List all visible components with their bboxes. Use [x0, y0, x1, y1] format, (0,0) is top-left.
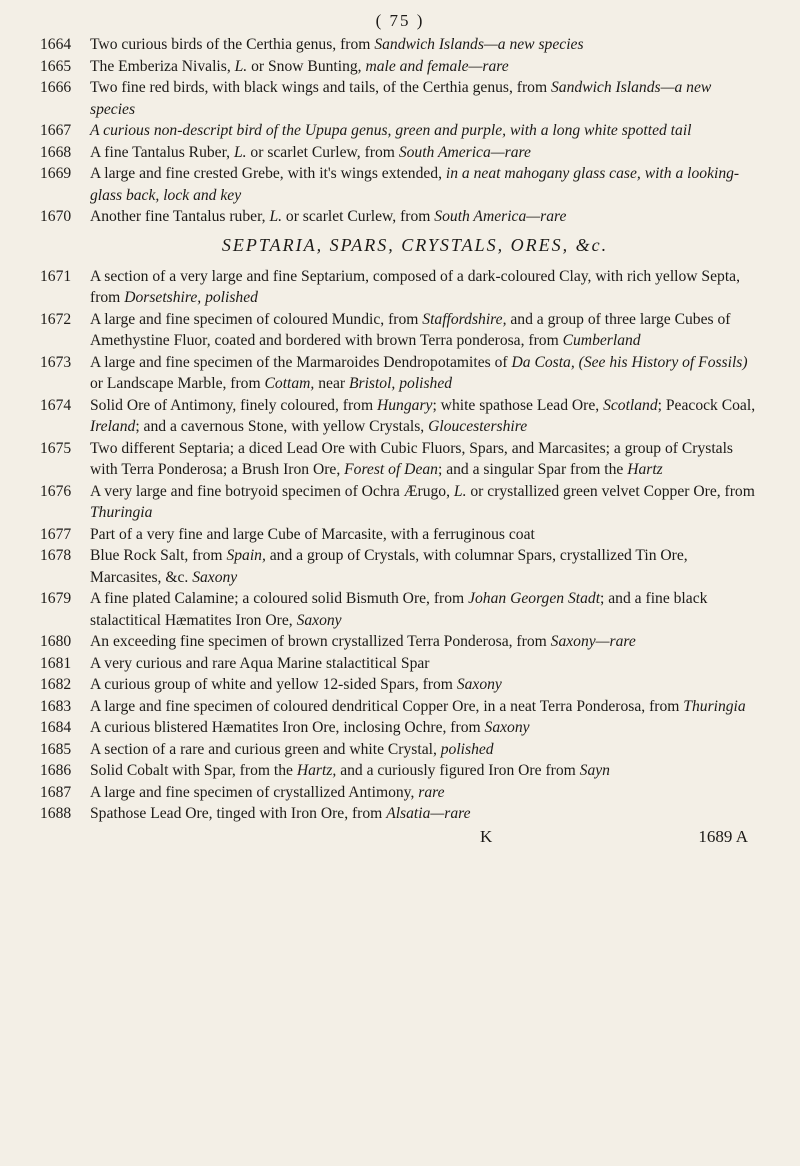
- entry-italic-text: Thuringia: [683, 697, 746, 715]
- entry-text: A very large and fine botryoid specimen of Ochra Ærugo,: [90, 482, 454, 500]
- entry-description: [90, 352, 760, 395]
- entry-number: 1664: [40, 36, 72, 53]
- entry-italic-text: South America—rare: [398, 143, 531, 161]
- entry-text: A large and fine crested Grebe, with it's wings extended,: [90, 165, 446, 182]
- entry-italic-text: Cottam,: [264, 375, 315, 392]
- entry-description: [90, 77, 760, 120]
- entry-italic-text: Saxony: [296, 611, 342, 629]
- catalogue-entry: [40, 760, 760, 782]
- entry-italic-text: in a neat mahogany glass case, with a looking-glass back, lock and key: [90, 165, 740, 204]
- entry-text: Solid Cobalt with Spar, from the: [90, 762, 297, 779]
- entry-number: 1683: [40, 697, 72, 715]
- entry-text: or scarlet Curlew, from: [282, 208, 435, 225]
- entry-text: A section of a rare and curious green and white Crystal,: [90, 740, 441, 758]
- entry-number: 1677: [40, 525, 72, 543]
- entry-text: Solid Ore of Antimony, finely coloured, from: [90, 396, 377, 414]
- catalogue-entry: [40, 77, 760, 120]
- entry-text: and a group of Crystals, with columnar Spars, crystallized Tin Ore, Marcasites, &c.: [90, 547, 688, 586]
- entry-text: or scarlet Curlew, from: [246, 143, 399, 161]
- entry-italic-text: Sandwich Islands—a new species: [90, 79, 712, 118]
- entry-italic-text: Saxony: [456, 676, 502, 693]
- entry-text: A fine Tantalus Ruber,: [90, 143, 234, 161]
- entry-italic-text: Saxony—rare: [550, 633, 636, 650]
- entry-text: A large and fine specimen of coloured Mundic, from: [90, 310, 423, 328]
- entry-number: 1674: [40, 396, 72, 414]
- entry-text: ; white spathose Lead Ore,: [432, 396, 604, 414]
- entry-italic-text: Cumberland: [562, 332, 641, 349]
- catalogue-entry: [40, 34, 760, 56]
- catalogue-entry: [40, 696, 760, 718]
- entry-description: [90, 717, 760, 739]
- entry-number: 1688: [40, 805, 72, 822]
- entry-number: 1680: [40, 633, 72, 650]
- entry-text: Spathose Lead Ore, tinged with Iron Ore, from: [90, 805, 387, 822]
- catalogue-entry: [40, 309, 760, 352]
- entry-text: A very curious and rare Aqua Marine stalactitical Spar: [90, 654, 430, 672]
- catalogue-entry: [40, 653, 760, 675]
- entry-italic-text: Saxony: [192, 568, 238, 586]
- catalogue-entry: [40, 524, 760, 546]
- entry-description: [90, 56, 760, 78]
- entry-text: A section of a very large and fine Septarium, composed of a dark-coloured Clay, with rich yellow Septa, from: [90, 267, 740, 306]
- entry-italic-text: Dorsetshire, polished: [124, 289, 258, 306]
- catalogue-entry: [40, 782, 760, 804]
- entry-italic-text: Ireland: [90, 418, 136, 435]
- entry-italic-text: L.: [269, 208, 283, 225]
- entry-text: Two different Septaria; a diced Lead Ore with Cubic Fluors, Spars, and Marcasites; a group of Crystals with Terra Ponderosa; a Brush Iron Ore,: [90, 439, 733, 478]
- entry-italic-text: Sandwich Islands—a new species: [374, 36, 584, 53]
- entries-after-list: [40, 266, 760, 825]
- entry-number: 1676: [40, 482, 72, 500]
- entry-description: [90, 395, 760, 438]
- catalogue-entry: [40, 803, 760, 825]
- entry-text: or Landscape Marble, from: [90, 375, 265, 392]
- entry-italic-text: South America—rare: [434, 208, 567, 225]
- entry-italic-text: Staffordshire,: [422, 310, 507, 328]
- entries-before-list: [40, 34, 760, 228]
- entry-number: 1682: [40, 676, 72, 693]
- entry-description: [90, 266, 760, 309]
- entry-italic-text: Spain,: [226, 547, 266, 564]
- entry-text: Blue Rock Salt, from: [90, 547, 227, 564]
- entry-text: The Emberiza Nivalis,: [90, 57, 235, 75]
- entry-description: [90, 739, 760, 761]
- catalogue-entry: [40, 142, 760, 164]
- entry-italic-text: Thuringia: [90, 504, 153, 521]
- entry-italic-text: L.: [453, 482, 467, 500]
- entry-number: 1686: [40, 762, 72, 779]
- entry-number: 1673: [40, 353, 72, 371]
- entry-number: 1679: [40, 590, 72, 607]
- entry-number: 1685: [40, 740, 72, 758]
- entry-description: [90, 674, 760, 696]
- entry-number: 1665: [40, 57, 72, 75]
- entry-description: [90, 760, 760, 782]
- entry-text: ; and a cavernous Stone, with yellow Crystals,: [135, 418, 429, 435]
- entry-description: [90, 120, 760, 142]
- catchword: 1689 A: [698, 826, 748, 846]
- catalogue-entry: [40, 588, 760, 631]
- entry-description: [90, 206, 760, 228]
- entry-description: [90, 782, 760, 804]
- catalogue-entry: [40, 674, 760, 696]
- entry-italic-text: Da Costa, (See his History of Fossils): [511, 353, 748, 371]
- entry-italic-text: Hungary: [377, 396, 433, 414]
- catalogue-entry: [40, 739, 760, 761]
- entry-number: 1678: [40, 547, 72, 564]
- catalogue-entry: [40, 120, 760, 142]
- entry-italic-text: Saxony: [484, 719, 530, 736]
- entry-description: [90, 803, 760, 825]
- entry-italic-text: Sayn: [579, 762, 610, 779]
- signature-mark: K: [480, 826, 493, 846]
- entry-italic-text: Gloucestershire: [428, 418, 528, 435]
- page-footer: [40, 826, 760, 848]
- entry-italic-text: Forest of Dean: [344, 461, 438, 478]
- entry-description: [90, 653, 760, 675]
- entry-text: A fine plated Calamine; a coloured solid Bismuth Ore, from: [90, 590, 469, 607]
- entry-number: 1669: [40, 165, 72, 182]
- entry-text: A large and fine specimen of the Marmaroides Dendropotamites of: [90, 353, 512, 371]
- entry-number: 1666: [40, 79, 72, 96]
- entry-text: ; Peacock Coal,: [657, 396, 756, 414]
- entry-description: [90, 481, 760, 524]
- entry-number: 1668: [40, 143, 72, 161]
- entry-text: A large and fine specimen of coloured dendritical Copper Ore, in a neat Terra Ponderosa, from: [90, 697, 684, 715]
- entry-text: and a group of three large Cubes of Amethystine Fluor, coated and bordered with brown Terra ponderosa, from: [90, 310, 731, 349]
- entry-text: Another fine Tantalus ruber,: [90, 208, 270, 225]
- entry-italic-text: Bristol, polished: [348, 375, 453, 392]
- entry-number: 1672: [40, 310, 72, 328]
- entry-description: [90, 631, 760, 653]
- entry-description: [90, 588, 760, 631]
- entry-description: [90, 524, 760, 546]
- entry-description: [90, 163, 760, 206]
- entry-italic-text: polished: [440, 740, 494, 758]
- entry-italic-text: L.: [233, 143, 247, 161]
- entry-number: 1684: [40, 719, 72, 736]
- entry-italic-text: Scotland: [603, 396, 658, 414]
- entry-description: [90, 438, 760, 481]
- entry-text: An exceeding fine specimen of brown crystallized Terra Ponderosa, from: [90, 633, 551, 650]
- catalogue-entry: [40, 545, 760, 588]
- entry-text: Two curious birds of the Certhia genus, from: [90, 36, 375, 53]
- entry-text: Two fine red birds, with black wings and tails, of the Certhia genus, from: [90, 79, 551, 96]
- entry-text: or Snow Bunting,: [247, 57, 366, 75]
- entry-text: ; and a fine black stalactitical Hæmatites Iron Ore,: [90, 590, 708, 629]
- entry-italic-text: L.: [234, 57, 248, 75]
- entry-italic-text: Hartz: [627, 461, 663, 478]
- entry-text: or crystallized green velvet Copper Ore, from: [466, 482, 755, 500]
- entry-text: A curious blistered Hæmatites Iron Ore, inclosing Ochre, from: [90, 719, 485, 736]
- entry-text: A large and fine specimen of crystallized Antimony,: [90, 783, 419, 801]
- catalogue-entry: [40, 631, 760, 653]
- catalogue-entry: [40, 206, 760, 228]
- entry-description: [90, 309, 760, 352]
- section-heading: SEPTARIA, SPARS, CRYSTALS, ORES, &c.: [221, 234, 609, 255]
- catalogue-entry: [40, 56, 760, 78]
- entry-italic-text: Johan Georgen Stadt: [468, 590, 601, 607]
- entry-number: 1675: [40, 439, 72, 457]
- entry-text: A curious group of white and yellow 12-sided Spars, from: [90, 676, 457, 693]
- entry-description: [90, 34, 760, 56]
- entry-text: and a curiously figured Iron Ore from: [336, 762, 580, 779]
- entry-number: 1681: [40, 654, 72, 672]
- catalogue-entry: [40, 481, 760, 524]
- entry-italic-text: male and female—rare: [365, 57, 509, 75]
- catalogue-entry: [40, 717, 760, 739]
- catalogue-entry: [40, 266, 760, 309]
- entry-description: [90, 545, 760, 588]
- entry-italic-text: rare: [418, 783, 445, 801]
- entry-italic-text: Hartz,: [296, 762, 337, 779]
- page-number: ( 75 ): [375, 11, 425, 30]
- catalogue-entry: [40, 395, 760, 438]
- entry-text: near: [314, 375, 349, 392]
- catalogue-entry: [40, 352, 760, 395]
- entry-text: Part of a very fine and large Cube of Marcasite, with a ferruginous coat: [90, 525, 535, 543]
- entry-description: [90, 696, 760, 718]
- entry-number: 1687: [40, 783, 72, 801]
- entry-number: 1667: [40, 122, 72, 139]
- catalogue-entry: [40, 163, 760, 206]
- entry-italic-text: A curious non-descript bird of the Upupa genus, green and purple, with a long white spotted tail: [90, 122, 692, 139]
- entry-text: ; and a singular Spar from the: [437, 461, 628, 478]
- entry-number: 1671: [40, 267, 72, 285]
- entry-number: 1670: [40, 208, 72, 225]
- catalogue-entry: [40, 438, 760, 481]
- entry-italic-text: Alsatia—rare: [386, 805, 471, 822]
- entry-description: [90, 142, 760, 164]
